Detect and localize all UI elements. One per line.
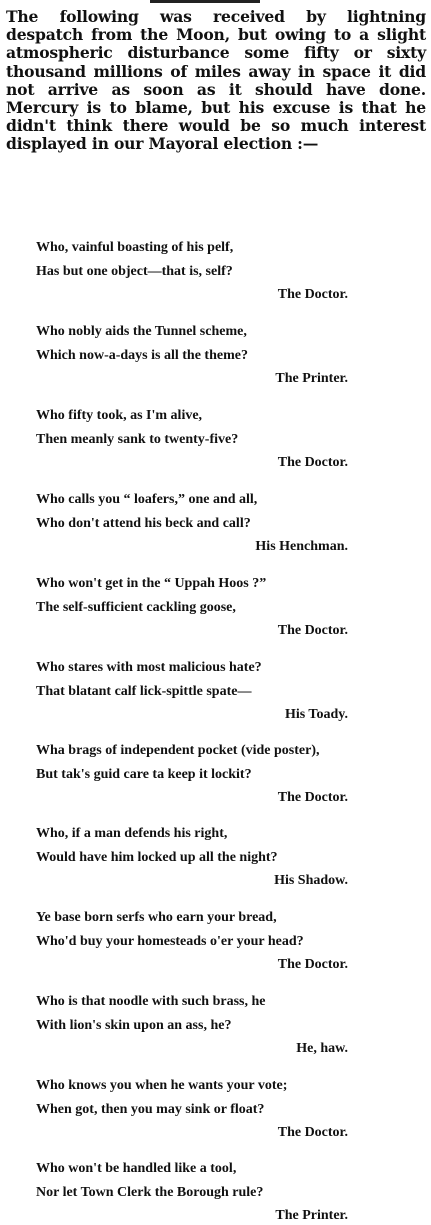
stanza-line: Who, vainful boasting of his pelf, [36, 240, 234, 255]
stanza-answer: The Doctor. [277, 455, 348, 470]
stanza-line: Who won't get in the “ Uppah Hoos ?” [36, 576, 267, 591]
stanza-line: Who knows you when he wants your vote; [36, 1078, 288, 1093]
stanza-answer: The Doctor. [277, 287, 348, 302]
stanza-line: Who won't be handled like a tool, [36, 1161, 237, 1176]
stanza-line: Who stares with most malicious hate? [36, 660, 262, 675]
stanza-line: When got, then you may sink or float? [36, 1102, 265, 1117]
stanza-answer: The Doctor. [277, 623, 348, 638]
stanza-line: Who is that noodle with such brass, he [36, 994, 266, 1009]
stanza-line: With lion's skin upon an ass, he? [36, 1018, 232, 1033]
stanza-answer: The Doctor. [277, 1125, 348, 1140]
stanza-answer: The Printer. [275, 371, 348, 386]
stanza-line: Would have him locked up all the night? [36, 850, 278, 865]
stanza-answer: The Doctor. [277, 957, 348, 972]
stanza-line: Which now-a-days is all the theme? [36, 348, 248, 363]
stanza-line: Who, if a man defends his right, [36, 826, 228, 841]
stanza-answer: The Printer. [275, 1208, 348, 1223]
stanza-answer: His Henchman. [255, 539, 348, 554]
stanza-line: Who'd buy your homesteads o'er your head? [36, 934, 304, 949]
stanza-line: Who nobly aids the Tunnel scheme, [36, 324, 247, 339]
stanza-line: Has but one object—that is, self? [36, 264, 233, 279]
stanza-line: Then meanly sank to twenty-five? [36, 432, 239, 447]
stanza-answer: The Doctor. [277, 790, 348, 805]
top-rule [150, 0, 260, 3]
stanza-answer: He, haw. [296, 1041, 348, 1056]
stanza-line: Who fifty took, as I'm alive, [36, 408, 203, 423]
stanza-answer: His Shadow. [274, 873, 348, 888]
stanza-line: But tak's guid care ta keep it lockit? [36, 767, 252, 782]
stanza-line: Ye base born serfs who earn your bread, [36, 910, 277, 925]
stanza-line: Nor let Town Clerk the Borough rule? [36, 1185, 264, 1200]
stanza-line: The self-sufficient cackling goose, [36, 600, 236, 615]
stanza-line: Who don't attend his beck and call? [36, 516, 251, 531]
intro-paragraph: The following was received by lightning despatch from the Moon, but owing to a slight atmospheric disturbance some fifty or sixty thousand millions of miles away in space it did not arrive as soon as it should have done. Mercury is to blame, but his excuse is that he didn't think there would be so much interest displayed in our Mayoral election :— [6, 7, 426, 154]
stanza-line: Who calls you “ loafers,” one and all, [36, 492, 258, 507]
stanza-answer: His Toady. [284, 707, 348, 722]
stanza-line: Wha brags of independent pocket (vide poster), [36, 743, 320, 758]
stanza-line: That blatant calf lick-spittle spate— [36, 684, 252, 699]
